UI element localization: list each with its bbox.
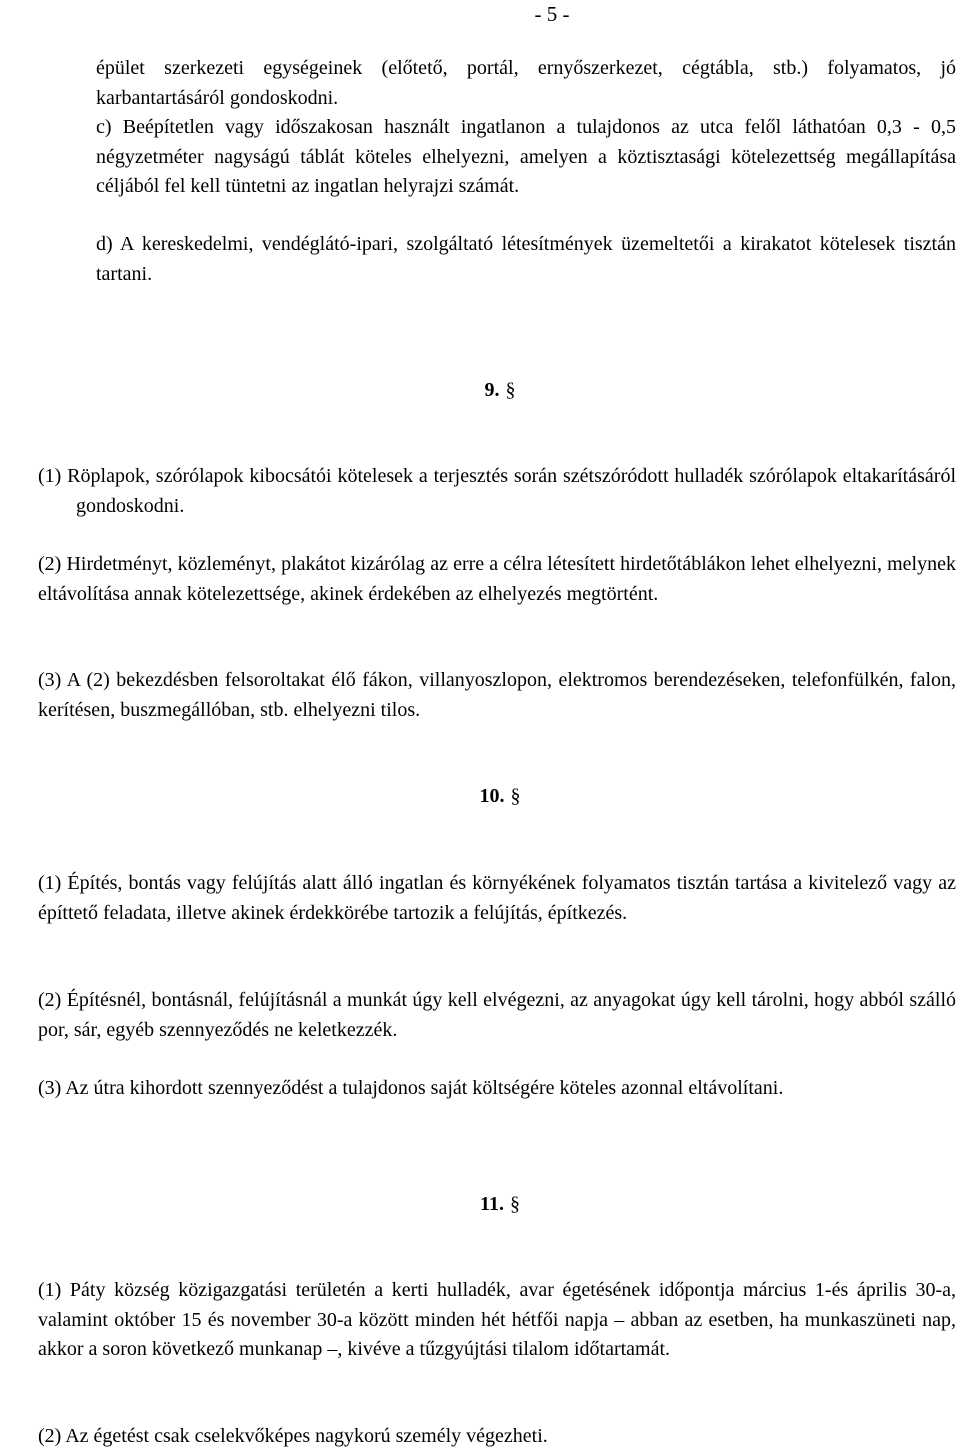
section-10-paragraph-1: (1) Építés, bontás vagy felújítás alatt álló ingatlan és környékének folyamatos tisztán tartása a kivitelező vagy az építtető feladata, illetve akinek érdekkörébe tartozik a felújítás, építkezés. [38, 872, 956, 924]
section-heading-11 [0, 1190, 960, 1218]
section-heading-10 [0, 782, 960, 810]
section-heading-9 [0, 376, 960, 404]
section-10-paragraph-3: (3) Az útra kihordott szennyeződést a tulajdonos saját költségére köteles azonnal eltávolítani. [38, 1077, 784, 1099]
section-9-paragraph-1: (1) Röplapok, szórólapok kibocsátói kötelesek a terjesztés során szétszóródott hulladék szórólapok eltakarításáról gondoskodni. [38, 465, 956, 517]
section-mark: § [505, 379, 516, 401]
intro-paragraph-c: c) Beépítetlen vagy időszakosan használt ingatlanon a tulajdonos az utca felől láthatóan 0,3 - 0,5 négyzetméter nagyságú táblát köteles elhelyezni, amelyen a köztisztasági kötelezettség megállapítása céljából fel kell tüntetni az ingatlan helyrajzi számát. [96, 116, 956, 197]
section-number: 11. [480, 1193, 504, 1215]
section-mark: § [510, 785, 521, 807]
section-11-paragraph-2: (2) Az égetést csak cselekvőképes nagykorú személy végezheti. [38, 1425, 548, 1447]
intro-paragraph-1: épület szerkezeti egységeinek (előtető, portál, ernyőszerkezet, cégtábla, stb.) folyamatos, jó karbantartásáról gondoskodni. [96, 57, 956, 109]
intro-paragraph-d: d) A kereskedelmi, vendéglátó-ipari, szolgáltató létesítmények üzemeltetői a kirakatot kötelesek tisztán tartani. [96, 233, 956, 285]
section-number: 9. [484, 379, 500, 401]
section-mark: § [509, 1193, 520, 1215]
section-9-paragraph-3: (3) A (2) bekezdésben felsoroltakat élő fákon, villanyoszlopon, elektromos berendezéseken, telefonfülkén, falon, kerítésen, buszmegállóban, stb. elhelyezni tilos. [38, 669, 956, 721]
section-10-paragraph-2: (2) Építésnél, bontásnál, felújításnál a munkát úgy kell elvégezni, az anyagokat úgy kell tárolni, hogy abból szálló por, sár, egyéb szennyeződés ne keletkezzék. [38, 989, 956, 1041]
section-9-paragraph-2: (2) Hirdetményt, közleményt, plakátot kizárólag az erre a célra létesített hirdetőtáblákon lehet elhelyezni, melynek eltávolítása annak kötelezettsége, akinek érdekében az elhelyezés megtörtént. [38, 553, 956, 605]
section-11-paragraph-1: (1) Páty község közigazgatási területén a kerti hulladék, avar égetésének időpontja március 1-és április 30-a, valamint október 15 és november 30-a között minden hét hétfői napja – abban az esetben, ha munkaszüneti nap, akkor a soron következő munkanap –, kivéve a tűzgyújtási tilalom időtartamát. [38, 1279, 956, 1360]
page-number: - 5 - [534, 2, 570, 26]
section-number: 10. [479, 785, 505, 807]
